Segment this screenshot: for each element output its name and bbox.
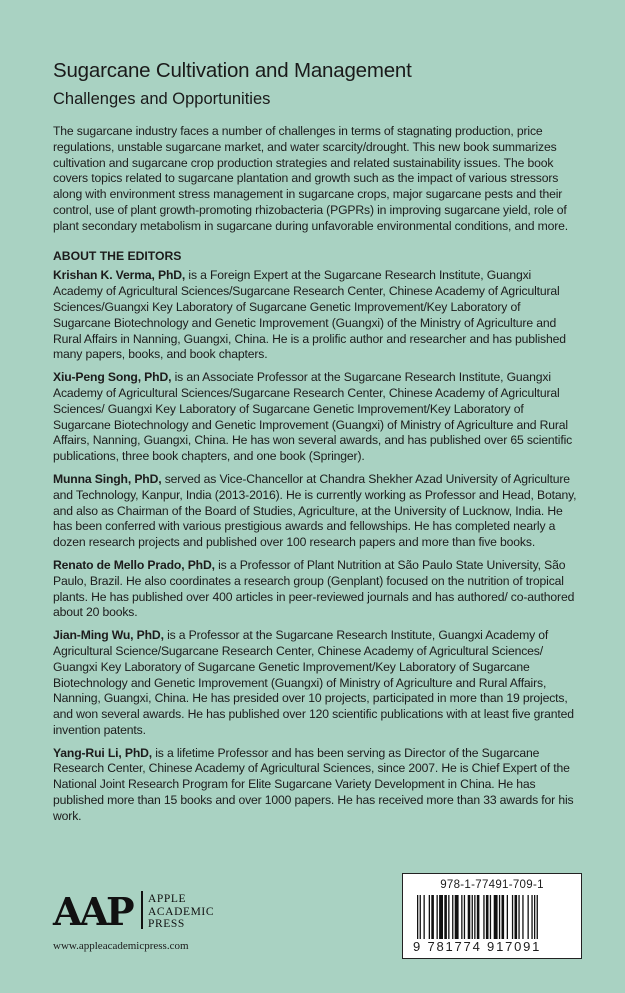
barcode-bar: [486, 895, 489, 939]
editor-name: Xiu-Peng Song, PhD,: [53, 370, 172, 385]
editor-name: Jian-Ming Wu, PhD,: [53, 628, 164, 643]
publisher-logo-mark: AAP: [53, 889, 132, 934]
barcode-bars: [417, 895, 569, 939]
barcode-bar: [461, 895, 462, 939]
editor-bio: [53, 746, 578, 825]
barcode-bar: [494, 895, 498, 939]
editor-bio: [53, 268, 578, 363]
editor-bio-text: is a lifetime Professor and has been serving as Director of the Sugarcane Research Center, Chinese Academy of Agricultural Sciences, since 2007. He is Chief Expert of the National Joint Research Program for Elite Sugarcane Variety Development in China. He has published more than 15 books and over 1000 papers. He has received more than 33 awards for his work.: [53, 745, 574, 823]
editor-name: Munna Singh, PhD,: [53, 471, 162, 486]
editor-bio-text: is an Associate Professor at the Sugarcane Research Institute, Guangxi Academy of Agricultural Sciences/Sugarcane Research Center, Chinese Academy of Agricultural Sciences/ Guangxi Key Laboratory of Sugarcane Genetic Improvement/Key Laboratory of Sugarcane Biotechnology and Genetic Improvement (Guangxi) of Ministry of Agriculture and Rural Affairs, Nanning, Guangxi, China. He has won several awards, and has published over 65 scientific publications, three book chapters, and one book (Springer).: [53, 370, 573, 464]
publisher-name: [148, 893, 214, 931]
barcode-bar: [452, 895, 453, 939]
editor-bio: [53, 628, 578, 739]
barcode-bar: [468, 895, 471, 939]
barcode-bar: [417, 895, 418, 939]
barcode-bar: [518, 895, 519, 939]
barcode-bar: [448, 895, 449, 939]
publisher-name-line: ACADEMIC: [148, 905, 215, 918]
barcode-bar: [531, 895, 532, 939]
barcode-bar: [424, 895, 425, 939]
barcode-bar: [464, 895, 465, 939]
book-subtitle: Challenges and Opportunities: [53, 90, 271, 108]
barcode-digits: 9 781774 917091: [413, 939, 542, 954]
barcode-bar: [512, 895, 513, 939]
barcode-bar: [483, 895, 484, 939]
book-title: Sugarcane Cultivation and Management: [53, 59, 412, 82]
barcode-bar: [439, 895, 443, 939]
barcode-bar: [477, 895, 480, 939]
book-description: The sugarcane industry faces a number of challenges in terms of stagnating production, price regulations, unstable sugarcane market, and water scarcity/drought. This new book summarizes cultivation and sugarcane crop production strategies and related sustainability issues. The book covers topics related to sugarcane plantation and growth such as the impact of various stressors along with environment stress management in sugarcane crops, major sugarcane pests and their control, use of plant growth-promoting rhizobacteria (PGPRs) in improving sugarcane yield, role of plant secondary metabolism in sugarcane during unfavorable environmental conditions, and more.: [53, 124, 569, 233]
editor-bio-text: is a Professor of Plant Nutrition at São Paulo State University, São Paulo, Brazil. He also coordinates a research group (Genplant) focused on the nutrition of tropical plants. He has published over 400 articles in peer-reviewed journals and has authored/ co-authored about 20 books.: [53, 557, 575, 620]
isbn-barcode: [402, 873, 582, 959]
barcode-bar: [429, 895, 430, 939]
barcode-bar: [472, 895, 473, 939]
editor-bio: [53, 370, 578, 465]
barcode-bar: [537, 895, 538, 939]
barcode-bar: [499, 895, 500, 939]
barcode-bar: [522, 895, 523, 939]
barcode-bar: [455, 895, 459, 939]
editor-bio-text: served as Vice-Chancellor at Chandra Shekher Azad University of Agriculture and Technology, Kanpur, India (2013-2016). He is currently working as Professor and Head, Botany, and also as Chairman of the Board of Studies, Agriculture, at the University of Lucknow, India. He has been conferred with various prestigious awards and fellowships. He has completed nearly a dozen research projects and published over 100 research papers and more than five books.: [53, 471, 577, 550]
barcode-bar: [534, 895, 535, 939]
barcode-bar: [507, 895, 508, 939]
publisher-name-line: PRESS: [148, 918, 185, 930]
logo-divider: [141, 891, 143, 929]
publisher-logo: [53, 887, 233, 937]
editor-bio: [53, 558, 578, 621]
barcode-bar: [437, 895, 438, 939]
barcode-bar: [490, 895, 491, 939]
barcode-bar: [431, 895, 434, 939]
barcode-bar: [528, 895, 529, 939]
barcode-bar: [515, 895, 518, 939]
editors-heading: ABOUT THE EDITORS: [53, 248, 182, 263]
publisher-name-line: APPLE: [148, 893, 187, 905]
editor-bio: [53, 472, 578, 551]
editor-name: Krishan K. Verma, PhD,: [53, 268, 186, 283]
editor-bio-text: is a Professor at the Sugarcane Research Institute, Guangxi Academy of Agricultural Science/Sugarcane Research Center, Chinese Academy of Agricultural Sciences/ Guangxi Key Laboratory of Sugarcane Genetic Improvement/Key Laboratory of Sugarcane Biotechnology and Genetic Improvement (Guangxi) of Ministry of Agriculture and Rural Affairs, Nanning, Guangxi, China. He has presided over 10 projects, participated in more than 19 projects, and won several awards. He has published over 120 scientific publications with at least five granted invention patents.: [53, 628, 574, 737]
back-cover-text: [53, 124, 578, 832]
barcode-bar: [502, 895, 505, 939]
isbn-number: 978-1-77491-709-1: [440, 879, 544, 891]
editor-name: Yang-Rui Li, PhD,: [53, 745, 153, 760]
publisher-url[interactable]: www.appleacademicpress.com: [53, 940, 189, 952]
editor-bio-text: is a Foreign Expert at the Sugarcane Research Institute, Guangxi Academy of Agricultural Sciences/Sugarcane Research Center, Chinese Academy of Agricultural Sciences/Guangxi Key Laboratory of Sugarcane Genetic Improvement/Key Laboratory of Sugarcane Biotechnology and Genetic Improvement (Guangxi) of the Ministry of Agriculture and Rural Affairs in Nanning, Guangxi, China. He is a prolific author and researcher and has published many papers, books, and book chapters.: [53, 268, 566, 362]
editor-name: Renato de Mello Prado, PhD,: [53, 557, 215, 572]
barcode-bar: [474, 895, 475, 939]
barcode-bar: [444, 895, 447, 939]
barcode-bar: [420, 895, 421, 939]
